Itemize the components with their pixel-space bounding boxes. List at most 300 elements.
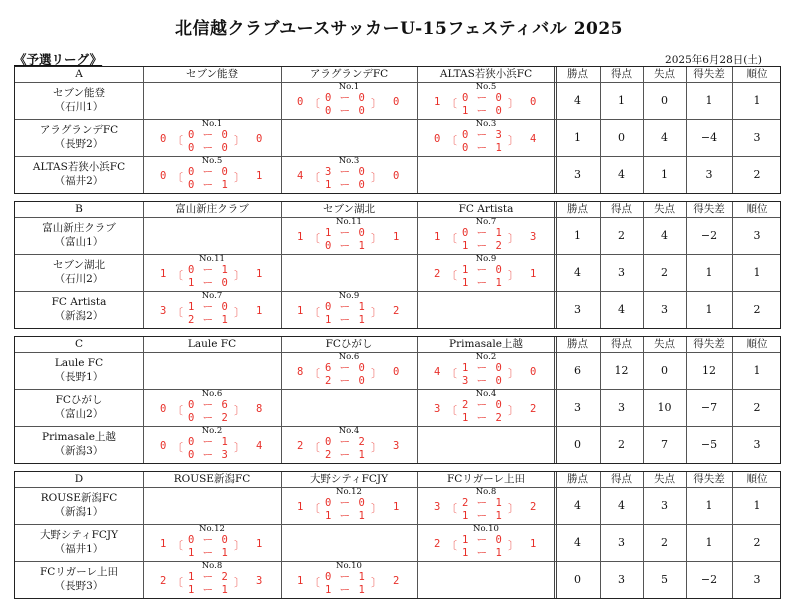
header-team-name: ALTAS若狭小浜FC <box>439 68 533 80</box>
team-prefecture: （石川1） <box>54 101 104 113</box>
goals-against-value: 1 <box>661 168 668 181</box>
left-bracket: 〔 <box>446 97 457 110</box>
team-name: FCリガーレ上田 <box>39 566 118 578</box>
match-number: No.6 <box>201 389 223 399</box>
first-half-score: 0 ー 2 <box>325 436 366 448</box>
goals-against-value: 7 <box>661 438 668 451</box>
away-total-score: 1 <box>530 268 537 280</box>
header-stat-label: 勝点 <box>567 203 588 215</box>
first-half-score: 1 ー 2 <box>188 571 229 583</box>
away-total-score: 2 <box>530 501 537 513</box>
points-value: 0 <box>574 573 581 586</box>
group-label: D <box>74 473 84 485</box>
header-stat-label: 得失差 <box>693 203 725 215</box>
right-bracket: 〕 <box>508 404 519 417</box>
match-number: No.12 <box>199 524 225 534</box>
goals-for-value: 2 <box>618 438 625 451</box>
home-total-score: 1 <box>297 305 304 317</box>
first-half-score: 0 ー 1 <box>188 264 229 276</box>
right-bracket: 〕 <box>234 269 245 282</box>
team-name-cell <box>15 295 143 323</box>
match-number: No.7 <box>201 291 223 301</box>
team-prefecture: （長野1） <box>54 371 104 383</box>
team-name-cell <box>15 528 143 556</box>
row-divider <box>15 524 780 525</box>
home-total-score: 0 <box>160 133 167 145</box>
rank-value: 1 <box>753 499 761 512</box>
rank-value: 3 <box>753 573 761 586</box>
header-stat-label: 失点 <box>654 473 675 485</box>
team-name: ROUSE新潟FC <box>40 492 118 504</box>
match-number: No.11 <box>199 254 225 264</box>
rank-value: 2 <box>753 168 761 181</box>
match-result <box>143 156 281 193</box>
header-stat-label: 得失差 <box>693 338 725 350</box>
first-half-score: 0 ー 0 <box>188 129 229 141</box>
goals-for-value: 3 <box>618 573 625 586</box>
left-bracket: 〔 <box>172 306 183 319</box>
goals-for-value: 2 <box>618 229 625 242</box>
away-total-score: 3 <box>530 231 537 243</box>
second-half-score: 1 ー 1 <box>325 510 366 522</box>
away-total-score: 2 <box>393 305 400 317</box>
goal-difference-value: −4 <box>700 131 718 144</box>
group-label: B <box>75 203 83 215</box>
away-total-score: 1 <box>256 170 263 182</box>
match-result <box>143 389 281 426</box>
goals-against-value: 0 <box>661 364 668 377</box>
home-total-score: 8 <box>297 366 304 378</box>
left-bracket: 〔 <box>309 441 320 454</box>
away-total-score: 2 <box>530 403 537 415</box>
goal-difference-value: 1 <box>705 536 713 549</box>
away-total-score: 4 <box>256 440 263 452</box>
left-bracket: 〔 <box>446 367 457 380</box>
goals-for-value: 4 <box>618 168 625 181</box>
first-half-score: 1 ー 0 <box>325 227 366 239</box>
second-half-score: 1 ー 1 <box>188 547 229 559</box>
header-stat-label: 失点 <box>654 203 675 215</box>
second-half-score: 1 ー 2 <box>462 240 503 252</box>
match-result <box>281 487 417 524</box>
header-stat-label: 得点 <box>611 203 632 215</box>
match-number: No.8 <box>201 561 223 571</box>
home-total-score: 2 <box>434 268 441 280</box>
match-number: No.3 <box>475 119 497 129</box>
left-bracket: 〔 <box>309 171 320 184</box>
away-total-score: 0 <box>393 170 400 182</box>
group-table-a <box>14 66 781 194</box>
rank-value: 1 <box>753 94 761 107</box>
match-result <box>143 524 281 561</box>
second-half-score: 1 ー 1 <box>325 584 366 596</box>
goal-difference-value: −7 <box>700 401 718 414</box>
match-number: No.1 <box>338 82 360 92</box>
left-bracket: 〔 <box>309 306 320 319</box>
right-bracket: 〕 <box>234 441 245 454</box>
away-total-score: 1 <box>393 231 400 243</box>
second-half-score: 1 ー 0 <box>188 277 229 289</box>
first-half-score: 1 ー 0 <box>188 301 229 313</box>
round-label: 《予選リーグ》 <box>14 52 103 67</box>
match-number: No.7 <box>475 217 497 227</box>
match-result <box>143 291 281 328</box>
match-result <box>281 291 417 328</box>
match-result <box>417 82 555 119</box>
team-prefecture: （福井2） <box>54 175 104 187</box>
second-half-score: 2 ー 1 <box>188 314 229 326</box>
header-team-name: セブン能登 <box>185 68 239 80</box>
goals-against-value: 4 <box>661 229 668 242</box>
away-total-score: 1 <box>256 268 263 280</box>
team-name-cell <box>15 356 143 384</box>
home-total-score: 1 <box>160 538 167 550</box>
away-total-score: 0 <box>256 133 263 145</box>
second-half-score: 1 ー 1 <box>325 314 366 326</box>
second-half-score: 3 ー 0 <box>462 375 503 387</box>
first-half-score: 0 ー 1 <box>325 301 366 313</box>
match-result <box>417 389 555 426</box>
left-bracket: 〔 <box>309 576 320 589</box>
right-bracket: 〕 <box>508 367 519 380</box>
home-total-score: 3 <box>434 403 441 415</box>
match-number: No.5 <box>201 156 223 166</box>
team-prefecture: （福井1） <box>54 543 104 555</box>
points-value: 6 <box>574 364 581 377</box>
group-table-c <box>14 336 781 464</box>
goal-difference-value: 1 <box>705 499 713 512</box>
home-total-score: 0 <box>160 403 167 415</box>
header-stat-label: 順位 <box>746 473 768 485</box>
first-half-score: 0 ー 0 <box>462 92 503 104</box>
points-value: 3 <box>574 168 581 181</box>
away-total-score: 1 <box>393 501 400 513</box>
second-half-score: 1 ー 1 <box>462 510 503 522</box>
home-total-score: 1 <box>434 231 441 243</box>
match-result <box>143 254 281 291</box>
away-total-score: 1 <box>256 305 263 317</box>
match-number: No.1 <box>201 119 223 129</box>
team-prefecture: （富山1） <box>54 236 104 248</box>
header-stat-label: 得点 <box>611 473 632 485</box>
first-half-score: 0 ー 0 <box>188 166 229 178</box>
goals-against-value: 3 <box>661 303 668 316</box>
header-stat-label: 得点 <box>611 338 632 350</box>
home-total-score: 0 <box>160 440 167 452</box>
first-half-score: 1 ー 0 <box>462 534 503 546</box>
match-number: No.4 <box>475 389 497 399</box>
points-value: 4 <box>574 499 581 512</box>
home-total-score: 1 <box>160 268 167 280</box>
team-name: セブン湖北 <box>52 259 106 271</box>
second-half-score: 0 ー 0 <box>188 142 229 154</box>
first-half-score: 1 ー 0 <box>462 264 503 276</box>
header-stat-label: 得失差 <box>693 68 725 80</box>
goal-difference-value: 1 <box>705 303 713 316</box>
right-bracket: 〕 <box>234 539 245 552</box>
rank-value: 2 <box>753 401 761 414</box>
team-prefecture: （新潟1） <box>54 506 104 518</box>
header-team-name: Laule FC <box>187 338 237 350</box>
first-half-score: 0 ー 3 <box>462 129 503 141</box>
team-name: アラグランデFC <box>39 124 119 136</box>
rank-value: 1 <box>753 364 761 377</box>
away-total-score: 0 <box>530 366 537 378</box>
second-half-score: 0 ー 1 <box>462 142 503 154</box>
team-prefecture: （富山2） <box>54 408 104 420</box>
home-total-score: 2 <box>160 575 167 587</box>
match-number: No.11 <box>336 217 362 227</box>
first-half-score: 0 ー 0 <box>188 534 229 546</box>
second-half-score: 1 ー 1 <box>462 277 503 289</box>
match-result <box>143 119 281 156</box>
away-total-score: 0 <box>530 96 537 108</box>
match-result <box>417 254 555 291</box>
left-bracket: 〔 <box>172 441 183 454</box>
team-name-cell <box>15 258 143 286</box>
right-bracket: 〕 <box>371 367 382 380</box>
rank-value: 2 <box>753 303 761 316</box>
home-total-score: 2 <box>434 538 441 550</box>
match-result <box>417 217 555 254</box>
left-bracket: 〔 <box>172 134 183 147</box>
match-number: No.3 <box>338 156 360 166</box>
points-value: 4 <box>574 94 581 107</box>
match-number: No.6 <box>338 352 360 362</box>
home-total-score: 0 <box>160 170 167 182</box>
first-half-score: 1 ー 0 <box>462 362 503 374</box>
left-bracket: 〔 <box>309 502 320 515</box>
goals-against-value: 4 <box>661 131 668 144</box>
points-value: 1 <box>574 131 581 144</box>
goals-against-value: 5 <box>661 573 668 586</box>
match-result <box>143 426 281 463</box>
goals-for-value: 3 <box>618 536 625 549</box>
team-name-cell <box>15 565 143 593</box>
team-name-cell <box>15 393 143 421</box>
right-bracket: 〕 <box>371 171 382 184</box>
row-divider <box>15 119 780 120</box>
points-value: 4 <box>574 266 581 279</box>
second-half-score: 1 ー 1 <box>462 547 503 559</box>
left-bracket: 〔 <box>172 171 183 184</box>
second-half-score: 2 ー 0 <box>325 375 366 387</box>
right-bracket: 〕 <box>508 97 519 110</box>
home-total-score: 1 <box>297 231 304 243</box>
page-title: 北信越クラブユースサッカーU-15フェスティバル 2025 <box>174 19 624 39</box>
group-label: A <box>75 68 83 80</box>
header-stat-label: 順位 <box>746 68 768 80</box>
team-prefecture: （新潟2） <box>54 310 104 322</box>
left-bracket: 〔 <box>172 404 183 417</box>
away-total-score: 0 <box>393 366 400 378</box>
header-stat-label: 勝点 <box>567 338 588 350</box>
right-bracket: 〕 <box>371 502 382 515</box>
goals-for-value: 0 <box>618 131 625 144</box>
first-half-score: 0 ー 1 <box>325 571 366 583</box>
match-number: No.4 <box>338 426 360 436</box>
home-total-score: 4 <box>434 366 441 378</box>
second-half-score: 0 ー 1 <box>325 240 366 252</box>
home-total-score: 0 <box>297 96 304 108</box>
goals-for-value: 1 <box>618 94 625 107</box>
match-number: No.2 <box>475 352 497 362</box>
header-team-name: 富山新庄クラブ <box>175 203 249 215</box>
header-team-name: セブン湖北 <box>322 203 376 215</box>
team-prefecture: （石川2） <box>54 273 104 285</box>
first-half-score: 0 ー 6 <box>188 399 229 411</box>
match-result <box>417 352 555 389</box>
home-total-score: 1 <box>434 96 441 108</box>
rank-value: 2 <box>753 536 761 549</box>
row-divider <box>15 254 780 255</box>
rank-value: 3 <box>753 438 761 451</box>
goals-for-value: 3 <box>618 266 625 279</box>
header-stat-label: 順位 <box>746 338 768 350</box>
left-bracket: 〔 <box>446 404 457 417</box>
team-prefecture: （新潟3） <box>54 445 104 457</box>
goal-difference-value: −5 <box>700 438 718 451</box>
second-half-score: 0 ー 3 <box>188 449 229 461</box>
team-name: ALTAS若狭小浜FC <box>32 161 126 173</box>
header-stat-label: 得失差 <box>693 473 725 485</box>
first-half-score: 3 ー 0 <box>325 166 366 178</box>
first-half-score: 6 ー 0 <box>325 362 366 374</box>
header-team-name: FC Artista <box>458 203 514 215</box>
right-bracket: 〕 <box>508 539 519 552</box>
match-result <box>417 487 555 524</box>
rank-value: 1 <box>753 266 761 279</box>
first-half-score: 0 ー 0 <box>325 92 366 104</box>
away-total-score: 2 <box>393 575 400 587</box>
away-total-score: 3 <box>393 440 400 452</box>
goals-for-value: 12 <box>614 364 629 377</box>
goals-against-value: 2 <box>661 536 668 549</box>
group-table-d <box>14 471 781 599</box>
left-bracket: 〔 <box>309 367 320 380</box>
team-name-cell <box>15 491 143 519</box>
points-value: 3 <box>574 303 581 316</box>
match-date: 2025年6月28日(土) <box>665 54 762 66</box>
home-total-score: 2 <box>297 440 304 452</box>
team-name: FCひがし <box>55 394 103 406</box>
goal-difference-value: 1 <box>705 266 713 279</box>
match-result <box>281 82 417 119</box>
second-half-score: 1 ー 2 <box>462 412 503 424</box>
goals-against-value: 2 <box>661 266 668 279</box>
header-team-name: FCひがし <box>325 338 373 350</box>
right-bracket: 〕 <box>371 576 382 589</box>
first-half-score: 0 ー 0 <box>325 497 366 509</box>
home-total-score: 1 <box>297 501 304 513</box>
second-half-score: 1 ー 1 <box>188 584 229 596</box>
away-total-score: 4 <box>530 133 537 145</box>
header-team-name: アラグランデFC <box>309 68 389 80</box>
team-name: セブン能登 <box>52 87 106 99</box>
left-bracket: 〔 <box>446 269 457 282</box>
right-bracket: 〕 <box>371 441 382 454</box>
first-half-score: 0 ー 1 <box>462 227 503 239</box>
header-team-name: FCリガーレ上田 <box>446 473 525 485</box>
points-value: 3 <box>574 401 581 414</box>
left-bracket: 〔 <box>172 576 183 589</box>
right-bracket: 〕 <box>508 502 519 515</box>
team-name: Primasale上越 <box>42 431 116 443</box>
row-divider <box>15 389 780 390</box>
goals-for-value: 3 <box>618 401 625 414</box>
left-bracket: 〔 <box>446 134 457 147</box>
match-number: No.5 <box>475 82 497 92</box>
first-half-score: 0 ー 1 <box>188 436 229 448</box>
home-total-score: 1 <box>297 575 304 587</box>
match-result <box>143 561 281 598</box>
match-number: No.2 <box>201 426 223 436</box>
header-team-name: 大野シティFCJY <box>309 473 389 485</box>
match-result <box>417 119 555 156</box>
home-total-score: 3 <box>434 501 441 513</box>
first-half-score: 2 ー 1 <box>462 497 503 509</box>
team-prefecture: （長野3） <box>54 580 104 592</box>
left-bracket: 〔 <box>309 232 320 245</box>
second-half-score: 1 ー 0 <box>325 179 366 191</box>
goals-for-value: 4 <box>618 303 625 316</box>
header-stat-label: 得点 <box>611 68 632 80</box>
goal-difference-value: −2 <box>700 229 718 242</box>
match-result <box>281 352 417 389</box>
right-bracket: 〕 <box>371 306 382 319</box>
left-bracket: 〔 <box>172 539 183 552</box>
header-team-name: ROUSE新潟FC <box>173 473 251 485</box>
goal-difference-value: 1 <box>705 94 713 107</box>
right-bracket: 〕 <box>234 306 245 319</box>
away-total-score: 1 <box>256 538 263 550</box>
away-total-score: 8 <box>256 403 263 415</box>
match-number: No.9 <box>475 254 497 264</box>
match-result <box>281 561 417 598</box>
away-total-score: 3 <box>256 575 263 587</box>
right-bracket: 〕 <box>508 134 519 147</box>
points-value: 1 <box>574 229 581 242</box>
match-result <box>281 156 417 193</box>
header-stat-label: 勝点 <box>567 68 588 80</box>
right-bracket: 〕 <box>234 404 245 417</box>
match-number: No.10 <box>473 524 499 534</box>
header-stat-label: 失点 <box>654 68 675 80</box>
team-name-cell <box>15 221 143 249</box>
group-label: C <box>74 338 84 350</box>
goals-against-value: 10 <box>657 401 672 414</box>
team-name-cell <box>15 123 143 151</box>
right-bracket: 〕 <box>234 576 245 589</box>
team-name: FC Artista <box>51 296 107 308</box>
points-value: 4 <box>574 536 581 549</box>
team-name: 富山新庄クラブ <box>42 222 116 234</box>
team-name-cell <box>15 160 143 188</box>
match-number: No.12 <box>336 487 362 497</box>
home-total-score: 3 <box>160 305 167 317</box>
match-result <box>281 426 417 463</box>
match-number: No.8 <box>475 487 497 497</box>
first-half-score: 2 ー 0 <box>462 399 503 411</box>
second-half-score: 0 ー 0 <box>325 105 366 117</box>
match-number: No.10 <box>336 561 362 571</box>
left-bracket: 〔 <box>446 232 457 245</box>
right-bracket: 〕 <box>234 134 245 147</box>
home-total-score: 0 <box>434 133 441 145</box>
left-bracket: 〔 <box>446 502 457 515</box>
second-half-score: 2 ー 1 <box>325 449 366 461</box>
right-bracket: 〕 <box>234 171 245 184</box>
